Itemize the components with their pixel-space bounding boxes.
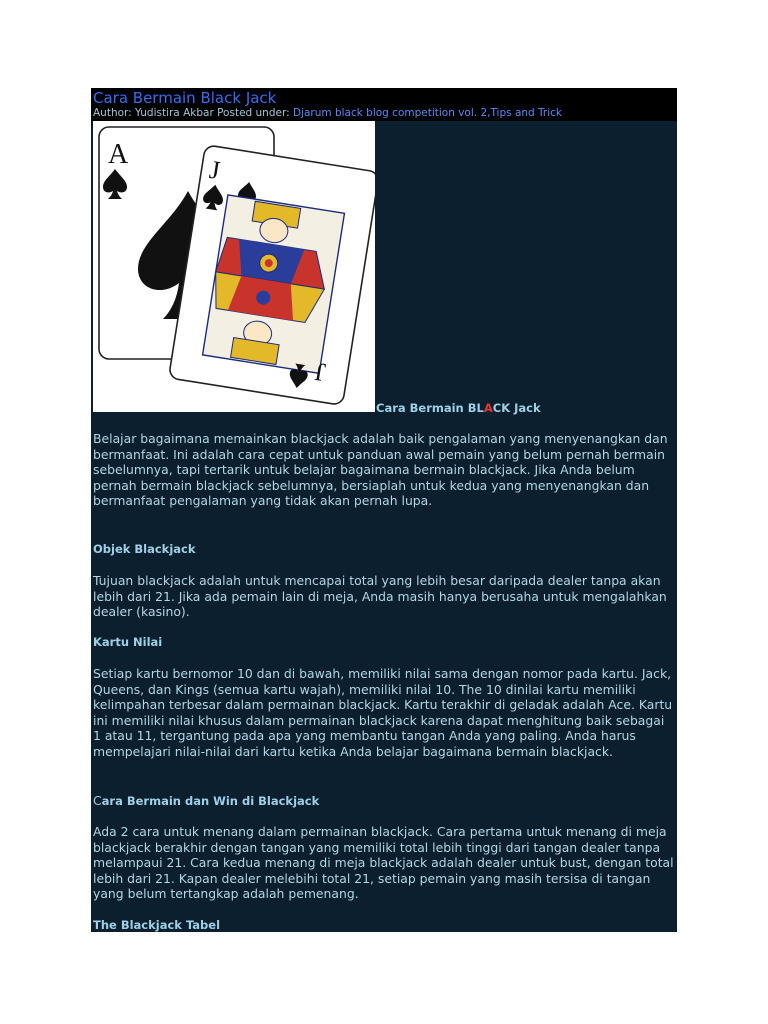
paragraph-win: Ada 2 cara untuk menang dalam permainan blackjack. Cara pertama untuk menang di meja blackjack berakhir dengan tangan yang memiliki total lebih tinggi dari tangan dealer tanpa melampaui 21. Cara kedua menang di meja blackjack adalah dealer untuk bust, dengan total lebih dari 21. Kapan dealer melebihi total 21, setiap pemain yang masih tersisa di tangan yang belum tertangkap adalah pemenang. xyxy=(93,824,674,902)
image-caption: Cara Bermain BLACK Jack xyxy=(376,401,541,415)
heading-tabel: The Blackjack Tabel xyxy=(93,918,221,932)
category-link[interactable]: Djarum black blog competition vol. 2,Tips and Trick xyxy=(292,107,562,119)
heading-objek: Objek Blackjack xyxy=(93,542,196,556)
playing-cards-image xyxy=(93,121,375,412)
post-meta xyxy=(93,107,562,119)
ace-rank-label: A xyxy=(108,139,129,170)
article-page xyxy=(91,88,677,932)
intro-paragraph: Belajar bagaimana memainkan blackjack adalah baik pengalaman yang menyenangkan dan bermanfaat. Ini adalah cara cepat untuk panduan awal pemain yang belum pernah bermain sebelumnya, tapi tertarik untuk belajar bagaimana bermain blackjack. Jika Anda belum pernah bermain blackjack sebelumnya, bersiaplah untuk kedua yang menyenangkan dan bermanfaat pengalaman yang tidak akan pernah lupa. xyxy=(93,431,668,509)
post-title[interactable]: Cara Bermain Black Jack xyxy=(93,89,277,107)
paragraph-objek: Tujuan blackjack adalah untuk mencapai total yang lebih besar daripada dealer tanpa akan lebih dari 21. Jika ada pemain lain di meja, Anda masih hanya berusaha untuk mengalahkan dealer (kasino). xyxy=(93,573,667,620)
svg-text:J: J xyxy=(313,356,328,388)
jack-rank-label: J xyxy=(207,154,222,186)
heading-win: Cara Bermain dan Win di Blackjack xyxy=(93,793,320,808)
jack-of-spades-card xyxy=(169,145,375,406)
post-header xyxy=(91,88,677,121)
paragraph-kartu-nilai: Setiap kartu bernomor 10 dan di bawah, memiliki nilai sama dengan nomor pada kartu. Jack, Queens, dan Kings (semua kartu wajah), memiliki nilai 10. The 10 dinilai kartu memiliki kelimpahan terbesar dalam permainan blackjack. Kartu terakhir di geladak adalah Ace. Kartu ini memiliki nilai khusus dalam permainan blackjack karena dapat menghitung baik sebagai 1 atau 11, tergantung pada apa yang membantu tangan Anda yang paling. Anda harus mempelajari nilai-nilai dari kartu ketika Anda belajar bagaimana bermain blackjack. xyxy=(93,666,673,759)
caption-red-letter: A xyxy=(483,401,493,415)
heading-kartu-nilai: Kartu Nilai xyxy=(93,635,163,649)
author-line: Author: Yudistira Akbar Posted under: xyxy=(93,107,293,119)
